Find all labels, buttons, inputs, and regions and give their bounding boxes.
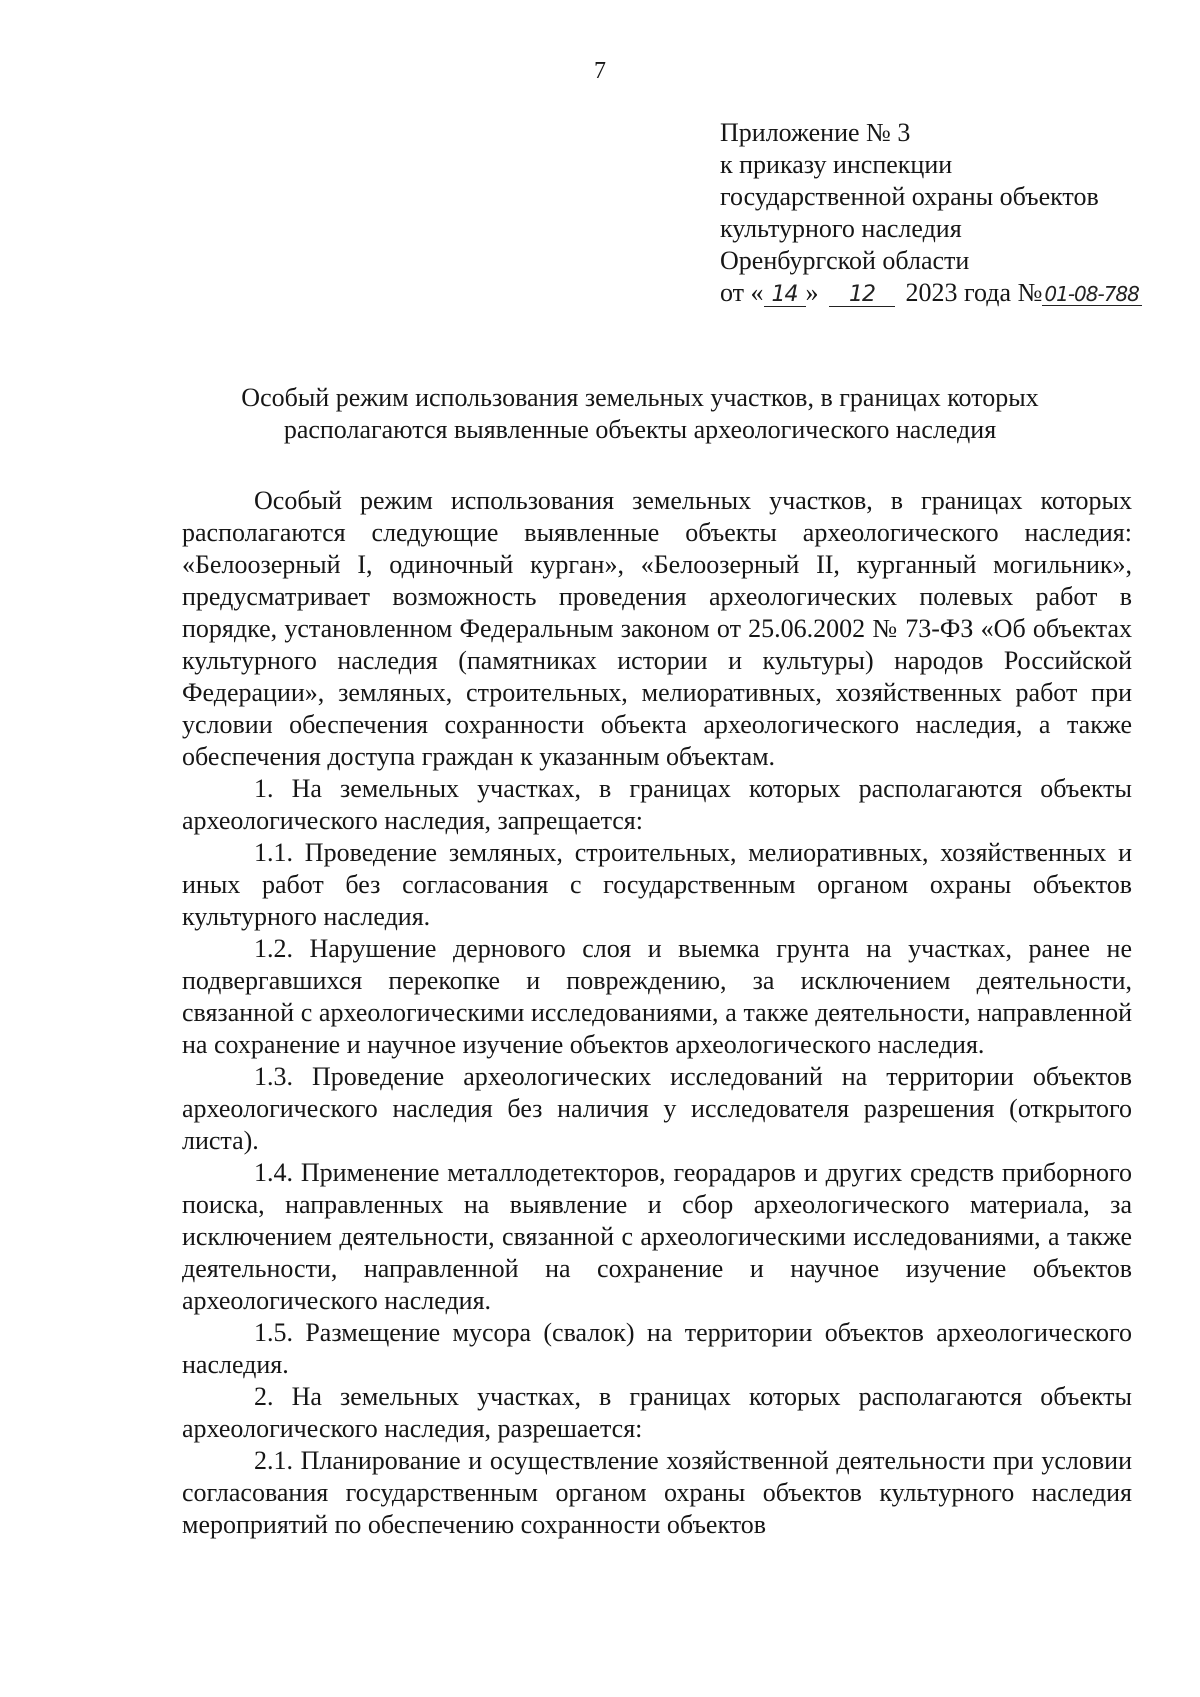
date-prefix: от «	[720, 278, 764, 307]
appendix-line-agency: государственной охраны объектов	[720, 182, 1099, 211]
appendix-line-region: Оренбургской области	[720, 246, 970, 275]
clause-1-4: 1.4. Применение металлодетекторов, георадаров и других средств приборного поиска, направленных на выявление и сбор археологического материала, за исключением деятельности, связанной с археологическими исследованиями, а также деятельности, направленной на сохранение и научное изучение объектов археологического наследия.	[182, 1158, 1132, 1315]
document-title	[160, 382, 1120, 446]
clause-2-1: 2.1. Планирование и осуществление хозяйственной деятельности при условии согласования государственным органом охраны объектов культурного наследия мероприятий по обеспечению сохранности объектов	[182, 1446, 1132, 1539]
clause-1-5: 1.5. Размещение мусора (свалок) на территории объектов археологического наследия.	[182, 1318, 1132, 1379]
appendix-line-heritage: культурного наследия	[720, 214, 962, 243]
page-number: 7	[594, 58, 606, 84]
appendix-line-order: к приказу инспекции	[720, 150, 953, 179]
date-day-handwritten: 14	[764, 284, 806, 307]
document-body	[182, 485, 1132, 1541]
date-month-handwritten: 12	[829, 284, 895, 307]
clause-1-2: 1.2. Нарушение дернового слоя и выемка грунта на участках, ранее не подвергавшихся перекопке и повреждению, за исключением деятельности, связанной с археологическими исследованиями, а также деятельности, направленной на сохранение и научное изучение объектов археологического наследия.	[182, 934, 1132, 1059]
doc-number-handwritten: 01-08-788	[1042, 283, 1142, 306]
appendix-header	[720, 117, 1180, 309]
date-mid: »	[805, 278, 819, 307]
clause-1-3: 1.3. Проведение археологических исследований на территории объектов археологического наследия без наличия у исследователя разрешения (открытого листа).	[182, 1062, 1132, 1155]
title-line-1: Особый режим использования земельных участков, в границах которых	[241, 383, 1039, 412]
appendix-title: Приложение № 3	[720, 118, 911, 147]
appendix-date-line	[720, 277, 1180, 309]
title-line-2: располагаются выявленные объекты археологического наследия	[283, 415, 997, 444]
clause-1-1: 1.1. Проведение земляных, строительных, мелиоративных, хозяйственных и иных работ без согласования с государственным органом охраны объектов культурного наследия.	[182, 838, 1132, 931]
clause-1: 1. На земельных участках, в границах которых располагаются объекты археологического наследия, запрещается:	[182, 774, 1132, 835]
date-year-text: 2023 года №	[905, 278, 1043, 307]
clause-2: 2. На земельных участках, в границах которых располагаются объекты археологического наследия, разрешается:	[182, 1382, 1132, 1443]
intro-paragraph: Особый режим использования земельных участков, в границах которых располагаются следующие выявленные объекты археологического наследия: «Белоозерный I, одиночный курган», «Белоозерный II, курганный могильник», предусматривает возможность проведения археологических полевых работ в порядке, установленном Федеральным законом от 25.06.2002 № 73-ФЗ «Об объектах культурного наследия (памятниках истории и культуры) народов Российской Федерации», земляных, строительных, мелиоративных, хозяйственных работ при условии обеспечения сохранности объекта археологического наследия, а также обеспечения доступа граждан к указанным объектам.	[182, 486, 1132, 771]
